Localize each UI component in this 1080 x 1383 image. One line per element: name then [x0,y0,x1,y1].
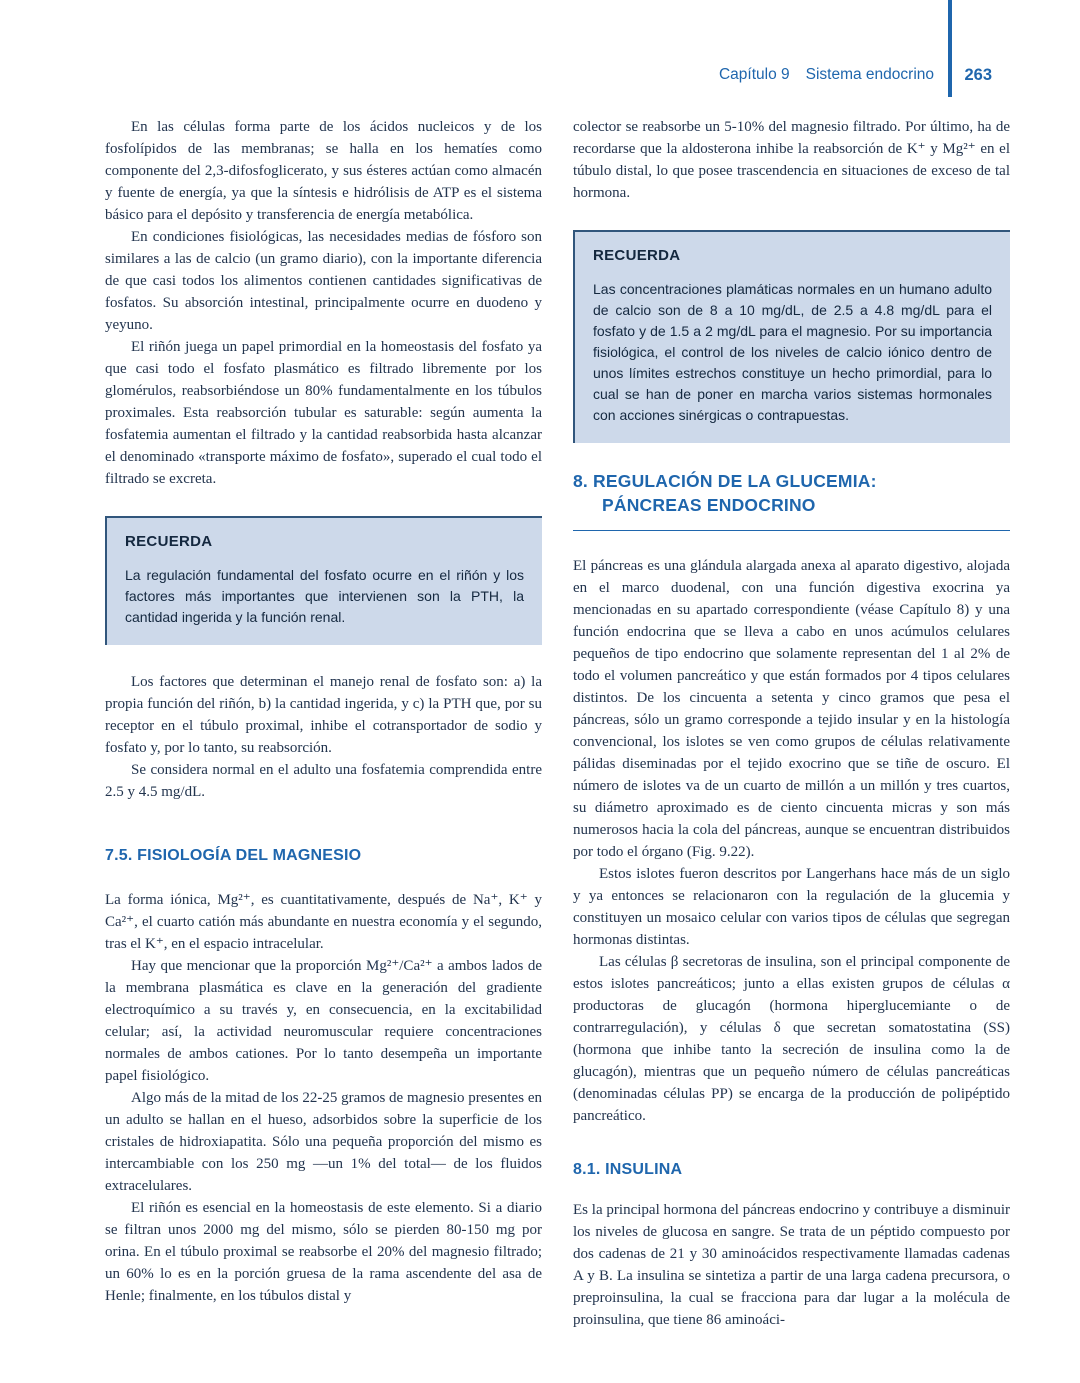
paragraph: El páncreas es una glándula alargada anexa al aparato digestivo, alojada en el marco duodenal, con una función digestiva exocrina ya mencionadas en su apartado correspondiente (véase Capítulo 8) y una función endocrina que se lleva a cabo en unos acúmulos celulares pequeños de tipo endocrino que solamente representan del 1 al 2% de todo el volumen pancreático y que están formados por 4 tipos celulares distintos. De los cincuenta a setenta y cinco gramos que pesa el páncreas, sólo un gramo corresponde a tejido insular y en la histología convencional, los islotes se ven como grupos de células relativamente pálidas diseminadas por el tejido exocrino que se tiñe de oscuro. El número de islotes va de un cuarto de millón a un millón y tres cuartos, su diámetro aproximado es de ciento cincuenta micras y son más numerosos hacia la cola del páncreas, aunque se encuentran distribuidos por todo el órgano (Fig. 9.22). [573,558,1010,860]
recuerda-box [105,516,542,645]
paragraph: Las células β secretoras de insulina, son el principal componente de estos islotes pancreáticos; junto a ellas existen grupos de células α productoras de glucagón (hormona hiperglucemiante o de contrarregulación), y células δ que secretan somatostatina (SS) (hormona que inhibe tanto la secreción de insulina como la de glucagón), mientras que un pequeño número de células pancreáticas (denominadas células PP) se encarga de la producción de polipéptido pancreático. [573,954,1010,1124]
paragraph: Estos islotes fueron descritos por Langerhans hace más de un siglo y ya entonces se relacionaron con la regulación de la glucemia y constituyen un mosaico celular con varios tipos de células que segregan hormonas distintas. [573,866,1010,948]
section-heading-glucemia-line1: 8. REGULACIÓN DE LA GLUCEMIA: [573,471,877,491]
page-columns [105,116,1010,1331]
chapter-label: Capítulo 9 [718,66,790,83]
recuerda-box [573,230,1010,443]
paragraph: colector se reabsorbe un 5-10% del magnesio filtrado. Por último, ha de recordarse que la aldosterona inhibe la reabsorción de K⁺ y Mg²⁺ en el túbulo distal, lo que posee trascendencia en situaciones de exceso de tal hormona. [573,119,1010,201]
paragraph: Hay que mencionar que la proporción Mg²⁺/Ca²⁺ a ambos lados de la membrana plasmática es clave en la generación del gradiente electroquímico a su través y, en consecuencia, en la excitabilidad celular; así, la actividad neuromuscular requiere concentraciones normales de ambos cationes. Por lo tanto desempeña un importante papel fisiológico. [105,958,542,1084]
paragraph: Se considera normal en el adulto una fosfatemia comprendida entre 2.5 y 4.5 mg/dL. [105,762,542,800]
paragraph: Es la principal hormona del páncreas endocrino y contribuye a disminuir los niveles de glucosa en sangre. Se trata de un péptido compuesto por dos cadenas de 21 y 30 aminoácidos respectivamente llamadas cadenas A y B. La insulina se sintetiza a partir de una larga cadena precursora, o preproinsulina, la cual se fracciona para dar lugar a la molécula de proinsulina, que tiene 86 aminoáci- [573,1202,1010,1328]
recuerda-title: RECUERDA [593,247,681,264]
section-heading-magnesio: 7.5. FISIOLOGÍA DEL MAGNESIO [105,847,362,864]
section-label: Sistema endocrino [805,66,934,83]
left-column [105,116,542,1331]
paragraph: En las células forma parte de los ácidos nucleicos y de los fosfolípidos de las membranas; se halla en los hematíes como componente del 2,3-difosfoglicerato, y sus ésteres actúan como almacén y fuente de energía, ya que la síntesis e hidrólisis de ATP es el sistema básico para el depósito y transferencia de energía metabólica. [105,119,542,223]
paragraph: En condiciones fisiológicas, las necesidades medias de fósforo son similares a las de calcio (un gramo diario), con la importante diferencia de que casi todos los alimentos contienen cantidades significativas de fosfatos. Su absorción intestinal, principalmente ocurre en duodeno y yeyuno. [105,229,542,333]
right-column [573,116,1010,1331]
paragraph: Los factores que determinan el manejo renal de fosfato son: a) la propia función del riñón, b) la cantidad ingerida, y c) la PTH que, por su receptor en el túbulo proximal, inhibe el cotransportador de sodio y fosfato y, por lo tanto, su reabsorción. [105,674,542,756]
running-header [572,0,992,97]
page-number: 263 [964,66,992,84]
section-heading-glucemia-line2: PÁNCREAS ENDOCRINO [602,495,816,515]
paragraph: La forma iónica, Mg²⁺, es cuantitativamente, después de Na⁺, K⁺ y Ca²⁺, el cuarto catión más abundante en nuestra economía y el segundo, tras el K⁺, en el espacio intracelular. [105,892,542,952]
recuerda-title: RECUERDA [125,533,213,550]
header-rule [948,0,952,97]
running-header-text [719,66,934,84]
recuerda-body: Las concentraciones plamáticas normales en un humano adulto de calcio son de 8 a 10 mg/dL, de 2.5 a 4.8 mg/dL para el fosfato y de 1.5 a 2 mg/dL para el magnesio. Por su importancia fisiológica, el control de los niveles de calcio iónico dentro de unos límites estrechos constituye un hecho primordial, para lo cual se han de poner en marcha varios sistemas hormonales con acciones sinérgicas o contrapuestas. [593,281,992,423]
paragraph: Algo más de la mitad de los 22-25 gramos de magnesio presentes en un adulto se hallan en el hueso, adsorbidos sobre la superficie de los cristales de hidroxiapatita. Sólo una pequeña proporción del mismo es intercambiable con los 250 mg —un 1% del total— de los fluidos extracelulares. [105,1090,542,1194]
paragraph: El riñón juega un papel primordial en la homeostasis del fosfato ya que casi todo el fosfato plasmático es filtrado libremente por los glomérulos, reabsorbiéndose un 80% fundamentalmente en los túbulos proximales. Esta reabsorción tubular es saturable: según aumenta la fosfatemia aumentan el filtrado y la cantidad reabsorbida hasta alcanzar el denominado «transporte máximo de fosfato», superado el cual todo el filtrado se excreta. [105,339,542,487]
paragraph: El riñón es esencial en la homeostasis de este elemento. Si a diario se filtran unos 2000 mg del mismo, sólo se pierden 80-150 mg por orina. En el túbulo proximal se reabsorbe el 20% del magnesio filtrado; un 60% lo es en la porción gruesa de la rama ascendente del asa de Henle; finalmente, en los túbulos distal y [105,1200,542,1304]
section-heading-glucemia [573,469,1010,531]
recuerda-body: La regulación fundamental del fosfato ocurre en el riñón y los factores más importantes que intervienen son la PTH, la cantidad ingerida y la función renal. [125,567,524,625]
section-heading-insulina: 8.1. INSULINA [573,1161,683,1178]
